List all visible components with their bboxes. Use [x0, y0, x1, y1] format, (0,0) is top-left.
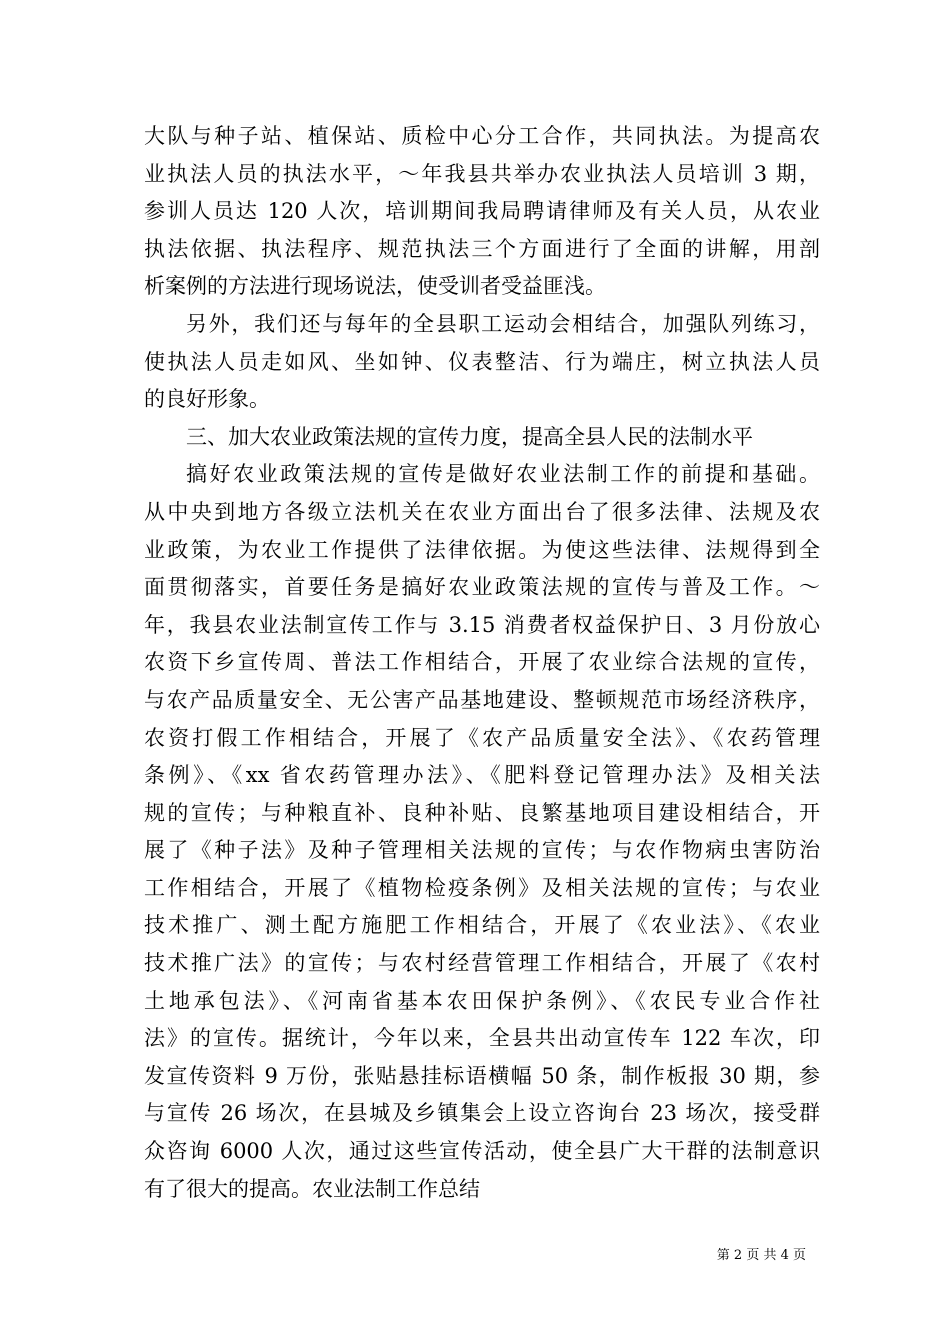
body-line-26: 发宣传资料 9 万份，张贴悬挂标语横幅 50 条，制作板报 30 期，参: [144, 1063, 820, 1088]
body-line-1: 大队与种子站、植保站、质检中心分工合作，共同执法。为提高农: [144, 124, 820, 148]
body-line-27: 与宣传 26 场次，在县城及乡镇集会上设立咨询台 23 场次，接受群: [144, 1101, 820, 1126]
body-line-21: 工作相结合，开展了《植物检疫条例》及相关法规的宣传；与农业: [144, 875, 820, 900]
body-line-17: 农资打假工作相结合，开展了《农产品质量安全法》、《农药管理: [144, 725, 820, 750]
body-line-12: 业政策，为农业工作提供了法律依据。为使这些法律、法规得到全: [144, 537, 820, 562]
body-line-11: 从中央到地方各级立法机关在农业方面出台了很多法律、法规及农: [144, 499, 820, 524]
body-line-15: 农资下乡宣传周、普法工作相结合，开展了农业综合法规的宣传，: [144, 650, 820, 675]
body-line-3: 参训人员达 120 人次，培训期间我局聘请律师及有关人员，从农业: [144, 199, 820, 224]
body-line-25: 法》的宣传。据统计，今年以来，全县共出动宣传车 122 车次，印: [144, 1026, 820, 1051]
body-line-18: 条例》、《xx 省农药管理办法》、《肥料登记管理办法》及相关法: [144, 763, 820, 788]
body-line-19: 规的宣传；与种粮直补、良种补贴、良繁基地项目建设相结合，开: [144, 800, 820, 825]
body-line-8: 的良好形象。: [144, 387, 270, 412]
body-line-14: 年，我县农业法制宣传工作与 3.15 消费者权益保护日、3 月份放心: [144, 612, 820, 637]
body-line-22: 技术推广、测土配方施肥工作相结合，开展了《农业法》、《农业: [144, 913, 820, 938]
body-line-10: 搞好农业政策法规的宣传是做好农业法制工作的前提和基础。: [186, 462, 820, 487]
body-line-23: 技术推广法》的宣传；与农村经营管理工作相结合，开展了《农村: [144, 951, 820, 976]
body-line-20: 展了《种子法》及种子管理相关法规的宣传；与农作物病虫害防治: [144, 838, 820, 863]
section-heading: 三、加大农业政策法规的宣传力度，提高全县人民的法制水平: [186, 424, 753, 449]
body-line-6: 另外，我们还与每年的全县职工运动会相结合，加强队列练习，: [186, 311, 820, 336]
body-line-5: 析案例的方法进行现场说法，使受训者受益匪浅。: [144, 274, 606, 299]
body-line-13: 面贯彻落实，首要任务是搞好农业政策法规的宣传与普及工作。～: [144, 575, 820, 600]
body-line-4: 执法依据、执法程序、规范执法三个方面进行了全面的讲解，用剖: [144, 236, 820, 261]
body-line-7: 使执法人员走如风、坐如钟、仪表整洁、行为端庄，树立执法人员: [144, 349, 820, 374]
body-line-16: 与农产品质量安全、无公害产品基地建设、整顿规范市场经济秩序，: [144, 687, 820, 712]
body-line-24: 土地承包法》、《河南省基本农田保护条例》、《农民专业合作社: [144, 988, 820, 1013]
body-line-28: 众咨询 6000 人次，通过这些宣传活动，使全县广大干群的法制意识: [144, 1139, 820, 1164]
page-number: 第 2 页 共 4 页: [716, 1248, 806, 1263]
body-line-29: 有了很大的提高。农业法制工作总结: [144, 1176, 480, 1201]
document-body: [144, 118, 820, 1208]
body-line-2: 业执法人员的执法水平，～年我县共举办农业执法人员培训 3 期，: [144, 161, 820, 186]
